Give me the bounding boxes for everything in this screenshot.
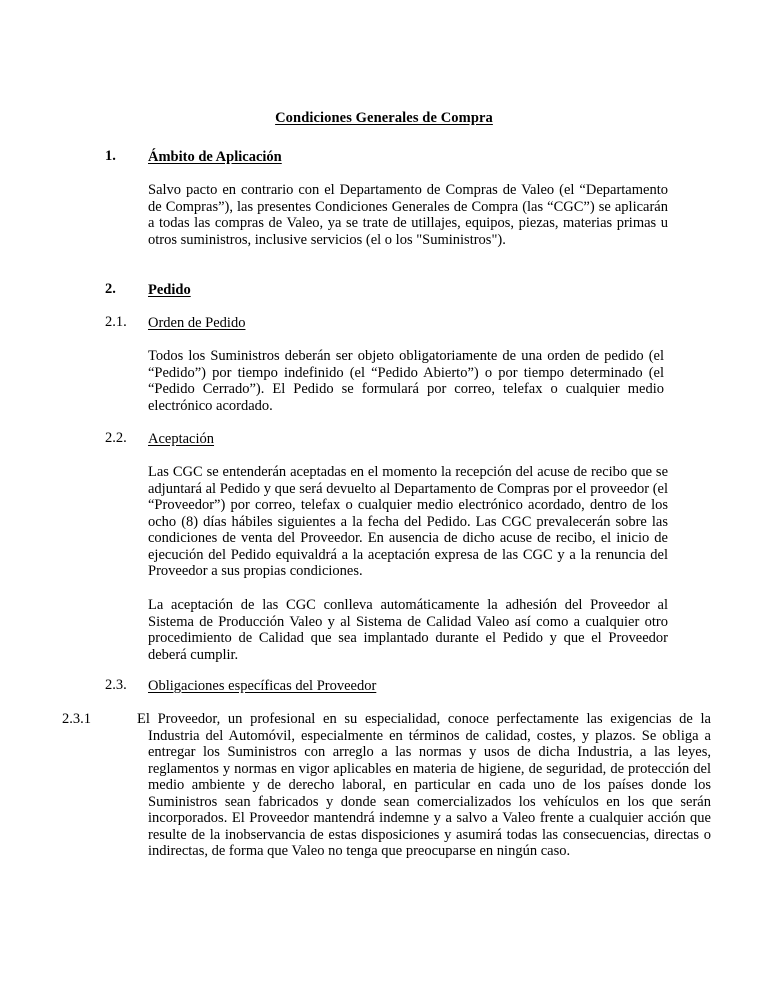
- section-2-2-paragraph-1: Las CGC se entenderán aceptadas en el momento la recepción del acuse de recibo que se adjuntará al Pedido y que será devuelto al Departamento de Compras por el proveedor (el “Proveedor”) por correo, telefax o cualquier medio electrónico acordado, dentro de los ocho (8) días hábiles siguientes a la fecha del Pedido. Las CGC prevalecerán sobre las condiciones de venta del Proveedor. En ausencia de dicho acuse de recibo, el inicio de ejecución del Pedido equivaldrá a la aceptación expresa de las CGC y a la renuncia del Proveedor a sus propias condiciones.: [148, 464, 668, 580]
- section-title-2-3: Obligaciones específicas del Proveedor: [148, 678, 377, 694]
- section-heading-2-2: [105, 430, 670, 448]
- section-heading-2-3: [105, 677, 670, 695]
- section-heading-1: [105, 148, 670, 166]
- section-title-2-2: Aceptación: [148, 431, 215, 447]
- subclause-number: 2.3.1: [62, 711, 91, 727]
- section-number-2-2: 2.2.: [105, 430, 127, 446]
- document-title: [0, 110, 768, 127]
- section-number-2: 2.: [105, 281, 116, 297]
- section-2-2-paragraph-2: La aceptación de las CGC conlleva automáticamente la adhesión del Proveedor al Sistema de Producción Valeo y al Sistema de Calidad Valeo así como a cualquier otro procedimiento de Calidad que sea implantado durante el Pedido y que el Proveedor deberá cumplir.: [148, 597, 668, 663]
- section-title-2: Pedido: [148, 282, 191, 298]
- section-heading-2-1: [105, 314, 670, 332]
- section-heading-2: [105, 281, 670, 299]
- document-title-text: Condiciones Generales de Compra: [275, 110, 493, 126]
- section-number-1: 1.: [105, 148, 116, 164]
- section-title-1: Ámbito de Aplicación: [148, 149, 282, 165]
- subclause-2-3-1: [62, 711, 711, 860]
- section-title-2-1: Orden de Pedido: [148, 315, 246, 331]
- section-1-paragraph-1: Salvo pacto en contrario con el Departamento de Compras de Valeo (el “Departamento de Compras”), las presentes Condiciones Generales de Compra (las “CGC”) se aplicarán a todas las compras de Valeo, ya se trate de utillajes, equipos, piezas, materias primas u otros suministros, inclusive servicios (el o los "Suministros").: [148, 182, 668, 248]
- section-number-2-1: 2.1.: [105, 314, 127, 330]
- subclause-text: El Proveedor, un profesional en su especialidad, conoce perfectamente las exigencias de la Industria del Automóvil, especialmente en términos de calidad, costes, y plazos. Se obliga a entregar los Suministros con arreglo a las normas y usos de dicha Industria, a las leyes, reglamentos y normas en vigor aplicables en materia de higiene, de seguridad, de protección del medio ambiente y de derecho laboral, en particular en cada uno de los países donde los Suministros sean fabricados y donde sean comercializados los vehículos en los que serán incorporados. El Proveedor mantendrá indemne y a salvo a Valeo frente a cualquier acción que resulte de la inobservancia de estas disposiciones y asumirá todas las consecuencias, directas o indirectas, de forma que Valeo no tenga que preocuparse en ningún caso.: [137, 711, 711, 860]
- section-2-1-paragraph-1: Todos los Suministros deberán ser objeto obligatoriamente de una orden de pedido (el “Pedido”) por tiempo indefinido (el “Pedido Abierto”) o por tiempo determinado (el “Pedido Cerrado”). El Pedido se formulará por correo, telefax o cualquier medio electrónico acordado.: [148, 348, 664, 414]
- section-number-2-3: 2.3.: [105, 677, 127, 693]
